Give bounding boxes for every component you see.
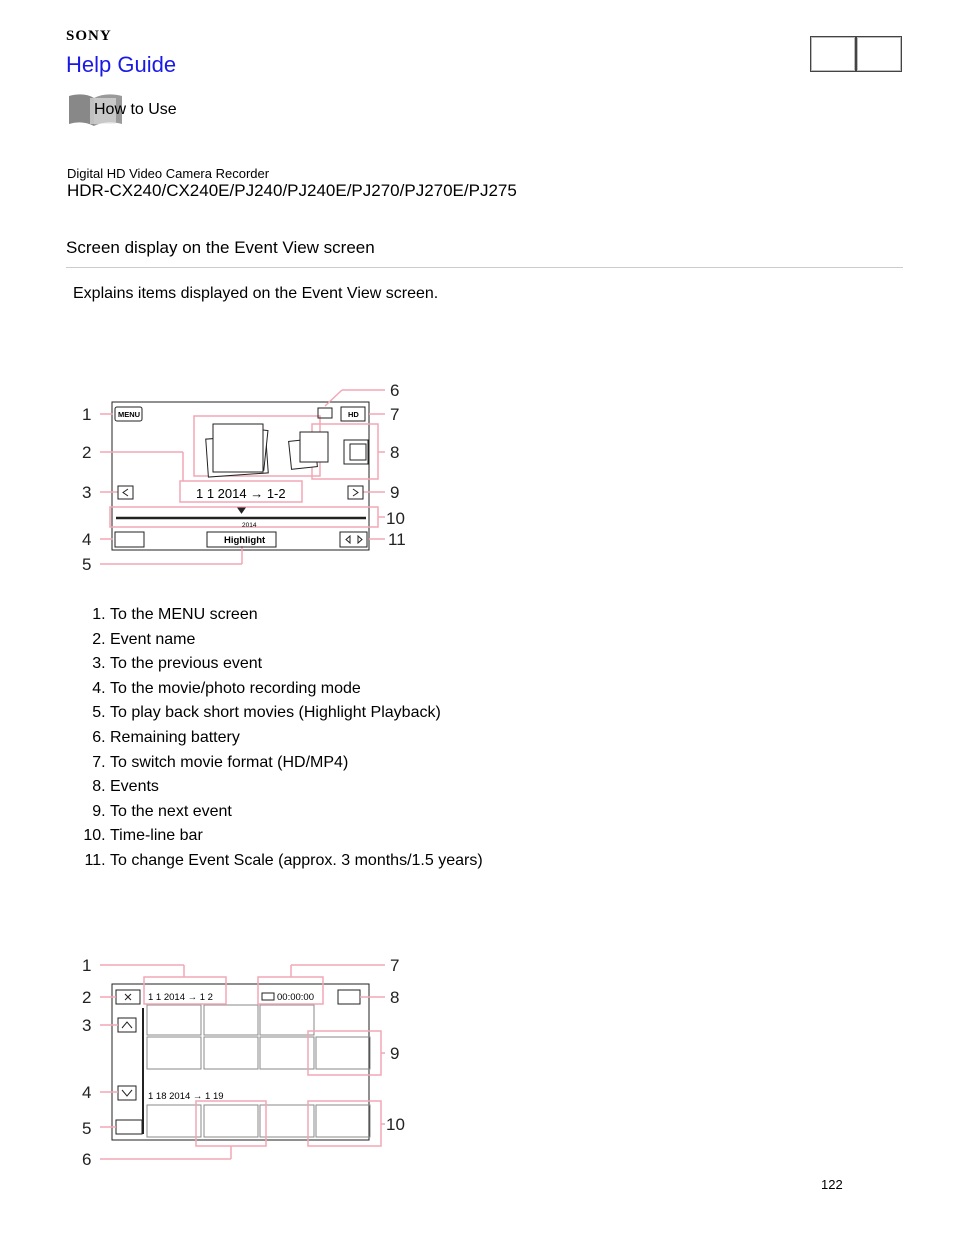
list-item: 2. Event name [110, 628, 483, 653]
help-guide-link[interactable]: Help Guide [66, 52, 177, 77]
callout2-1: 1 [82, 956, 92, 975]
list-item: 11. To change Event Scale (approx. 3 months/1.5 years) [110, 849, 483, 874]
callout2-3: 3 [82, 1016, 92, 1035]
callout-5: 5 [82, 555, 92, 574]
callout-6: 6 [390, 381, 400, 400]
callout2-5: 5 [82, 1119, 92, 1138]
callout2-2: 2 [82, 988, 92, 1007]
callout-11: 11 [388, 530, 406, 549]
list-item: 3. To the previous event [110, 652, 483, 677]
list-item: 7. To switch movie format (HD/MP4) [110, 751, 483, 776]
group2-label: 1 18 2014 → 1 19 [148, 1091, 224, 1102]
product-models: HDR-CX240/CX240E/PJ240/PJ240E/PJ270/PJ270E/PJ275 [67, 181, 517, 200]
callout2-7: 7 [390, 956, 400, 975]
page-title: Screen display on the Event View screen [66, 238, 375, 257]
callout-3: 3 [82, 483, 92, 502]
event-range: 1 1 2014 → 1 2 [148, 992, 213, 1003]
callout-9: 9 [390, 483, 400, 502]
callout-8: 8 [390, 443, 400, 462]
callout2-9: 9 [390, 1044, 400, 1063]
intro-text: Explains items displayed on the Event View screen. [73, 285, 439, 302]
list-item: 1. To the MENU screen [110, 603, 483, 628]
list-item: 8. Events [110, 775, 483, 800]
page-number: 122 [821, 1177, 843, 1192]
items-list [68, 603, 483, 874]
callout2-4: 4 [82, 1083, 92, 1102]
timeline-year: 2014 [242, 522, 257, 529]
sony-logo: SONY [66, 28, 112, 44]
callout-2: 2 [82, 443, 92, 462]
list-item: 4. To the movie/photo recording mode [110, 677, 483, 702]
callout-1: 1 [82, 405, 92, 424]
callout-4: 4 [82, 530, 92, 549]
callout2-6: 6 [82, 1150, 92, 1169]
callout2-8: 8 [390, 988, 400, 1007]
highlight-label: Highlight [224, 535, 266, 546]
list-item: 5. To play back short movies (Highlight Playback) [110, 701, 483, 726]
list-item: 9. To the next event [110, 800, 483, 825]
product-category: Digital HD Video Camera Recorder [67, 166, 270, 181]
section-label: How to Use [94, 101, 177, 118]
list-item: 10. Time-line bar [110, 824, 483, 849]
list-item: 6. Remaining battery [110, 726, 483, 751]
event-name: 1 1 2014 → 1-2 [196, 486, 286, 501]
film-icon [262, 993, 274, 1000]
format-label: HD [348, 410, 359, 419]
callout2-10: 10 [386, 1115, 405, 1134]
callout-7: 7 [390, 405, 400, 424]
menu-label: MENU [118, 410, 141, 419]
duration: 00:00:00 [277, 992, 314, 1003]
callout-10: 10 [386, 509, 405, 528]
